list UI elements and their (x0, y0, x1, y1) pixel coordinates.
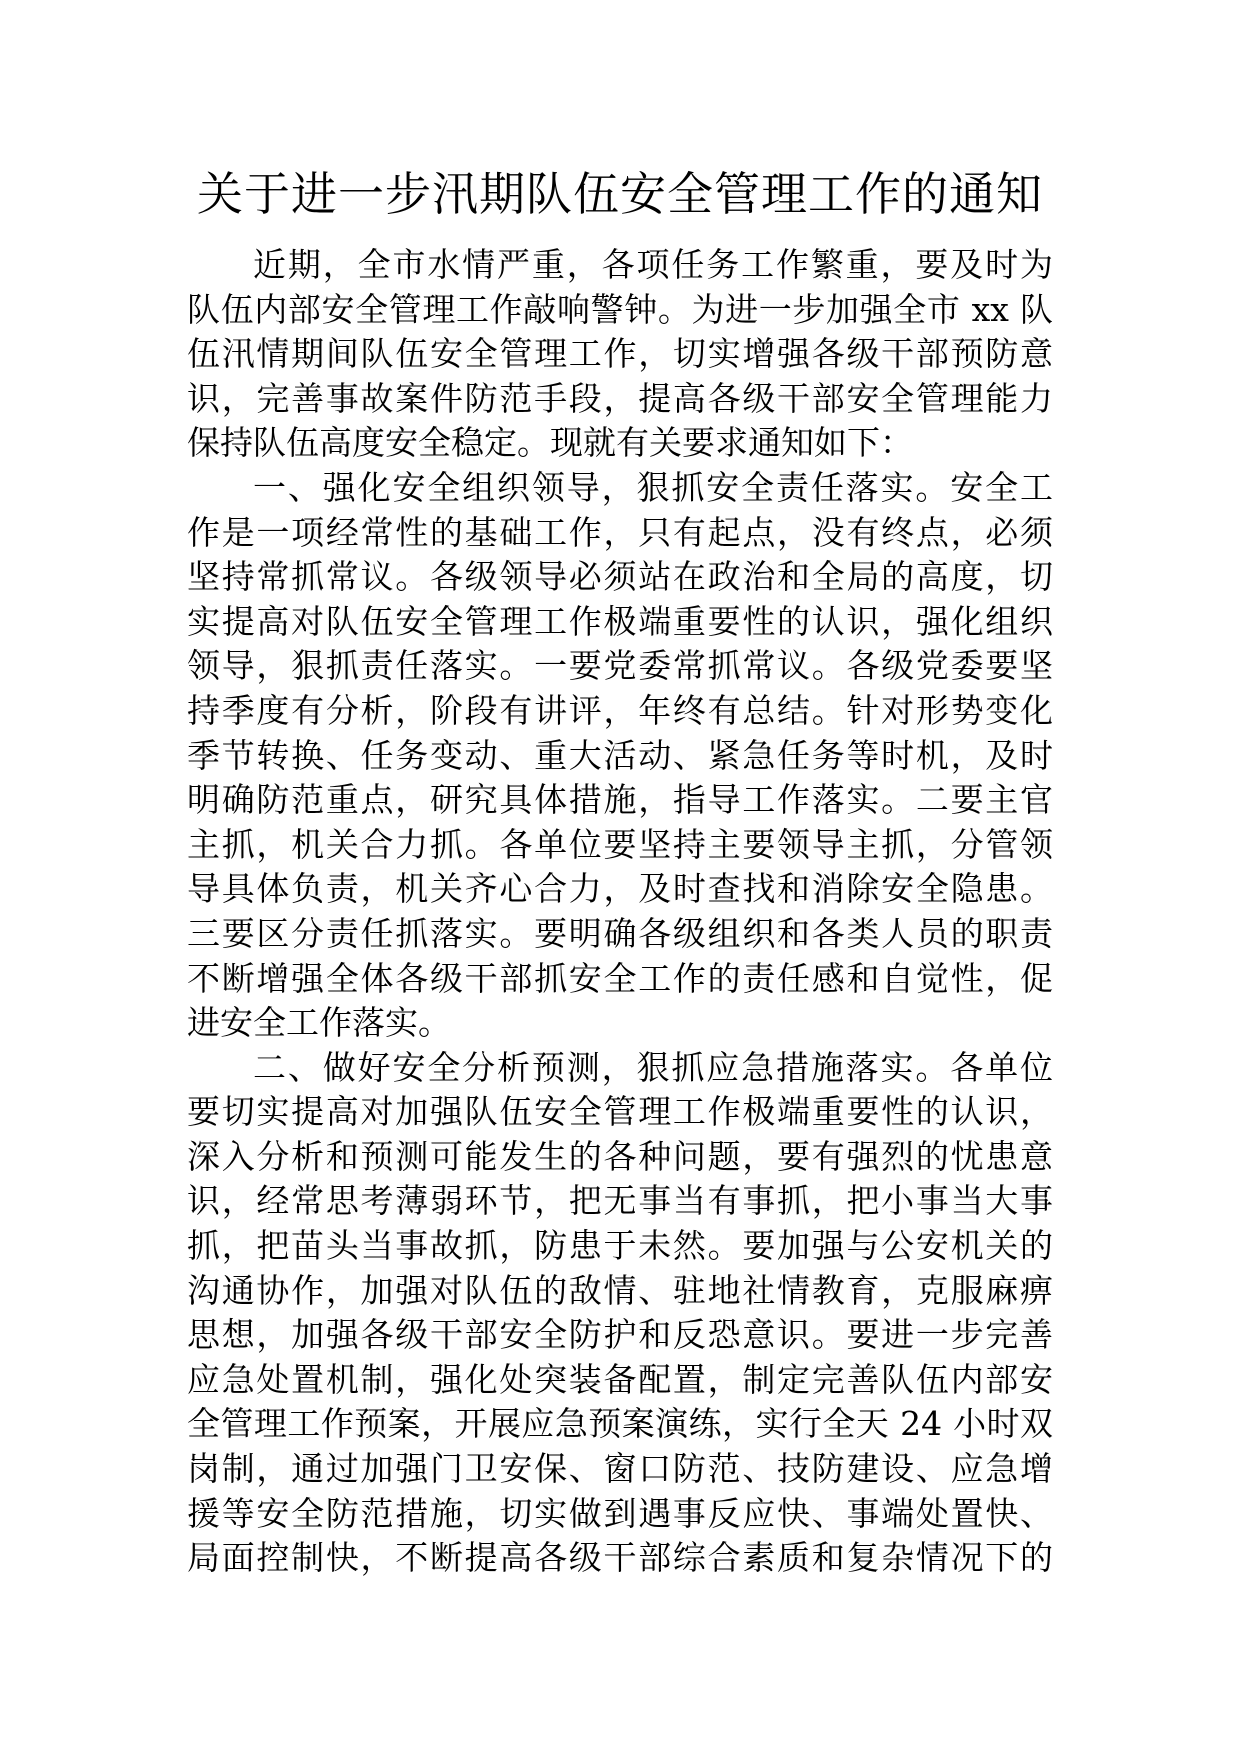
body-text-line: 沟通协作，加强对队伍的敌情、驻地社情教育，克服麻痹 (187, 1270, 1053, 1310)
body-text-line: 识，完善事故案件防范手段，提高各级干部安全管理能力 (187, 378, 1053, 418)
body-text-line: 识，经常思考薄弱环节，把无事当有事抓，把小事当大事 (187, 1181, 1053, 1221)
body-text-line: 保持队伍高度安全稳定。现就有关要求通知如下： (187, 423, 913, 463)
body-text-line: 实提高对队伍安全管理工作极端重要性的认识，强化组织 (187, 601, 1053, 641)
body-text-line: 抓，把苗头当事故抓，防患于未然。要加强与公安机关的 (187, 1226, 1053, 1266)
body-text-line: 队伍内部安全管理工作敲响警钟。为进一步加强全市 xx 队 (187, 289, 1053, 329)
body-text-line: 思想，加强各级干部安全防护和反恐意识。要进一步完善 (187, 1315, 1053, 1355)
body-text-line: 要切实提高对加强队伍安全管理工作极端重要性的认识， (187, 1092, 1053, 1132)
body-text-line: 深入分析和预测可能发生的各种问题，要有强烈的忧患意 (187, 1136, 1053, 1176)
body-text-line: 一、强化安全组织领导，狠抓安全责任落实。安全工 (253, 467, 1053, 507)
body-text-line: 应急处置机制，强化处突装备配置，制定完善队伍内部安 (187, 1359, 1053, 1399)
body-text-line: 季节转换、任务变动、重大活动、紧急任务等时机，及时 (187, 735, 1053, 775)
body-text-line: 持季度有分析，阶段有讲评，年终有总结。针对形势变化 (187, 690, 1053, 730)
body-text-line: 主抓，机关合力抓。各单位要坚持主要领导主抓，分管领 (187, 824, 1053, 864)
body-text-line: 岗制，通过加强门卫安保、窗口防范、技防建设、应急增 (187, 1449, 1053, 1489)
body-text-line: 明确防范重点，研究具体措施，指导工作落实。二要主官 (187, 780, 1053, 820)
body-text-line: 局面控制快，不断提高各级干部综合素质和复杂情况下的 (187, 1538, 1053, 1578)
body-text-line: 不断增强全体各级干部抓安全工作的责任感和自觉性，促 (187, 958, 1053, 998)
body-text-line: 进安全工作落实。 (187, 1003, 451, 1043)
body-text-line: 近期，全市水情严重，各项任务工作繁重，要及时为 (253, 245, 1053, 284)
body-text-line: 援等安全防范措施，切实做到遇事反应快、事端处置快、 (187, 1493, 1053, 1533)
body-text-line: 三要区分责任抓落实。要明确各级组织和各类人员的职责 (187, 913, 1053, 953)
body-text-line: 导具体负责，机关齐心合力，及时查找和消除安全隐患。 (187, 869, 1053, 909)
body-text-line: 二、做好安全分析预测，狠抓应急措施落实。各单位 (253, 1047, 1053, 1087)
body-text-line: 伍汛情期间队伍安全管理工作，切实增强各级干部预防意 (187, 334, 1053, 374)
document-title: 关于进一步汛期队伍安全管理工作的通知 (197, 167, 1043, 221)
document-body (187, 243, 1053, 1581)
body-text-line: 坚持常抓常议。各级领导必须站在政治和全局的高度，切 (187, 557, 1053, 597)
body-text-line: 全管理工作预案，开展应急预案演练，实行全天 24 小时双 (187, 1404, 1053, 1444)
body-text-line: 领导，狠抓责任落实。一要党委常抓常议。各级党委要坚 (187, 646, 1053, 686)
body-text-line: 作是一项经常性的基础工作，只有起点，没有终点，必须 (187, 512, 1053, 552)
